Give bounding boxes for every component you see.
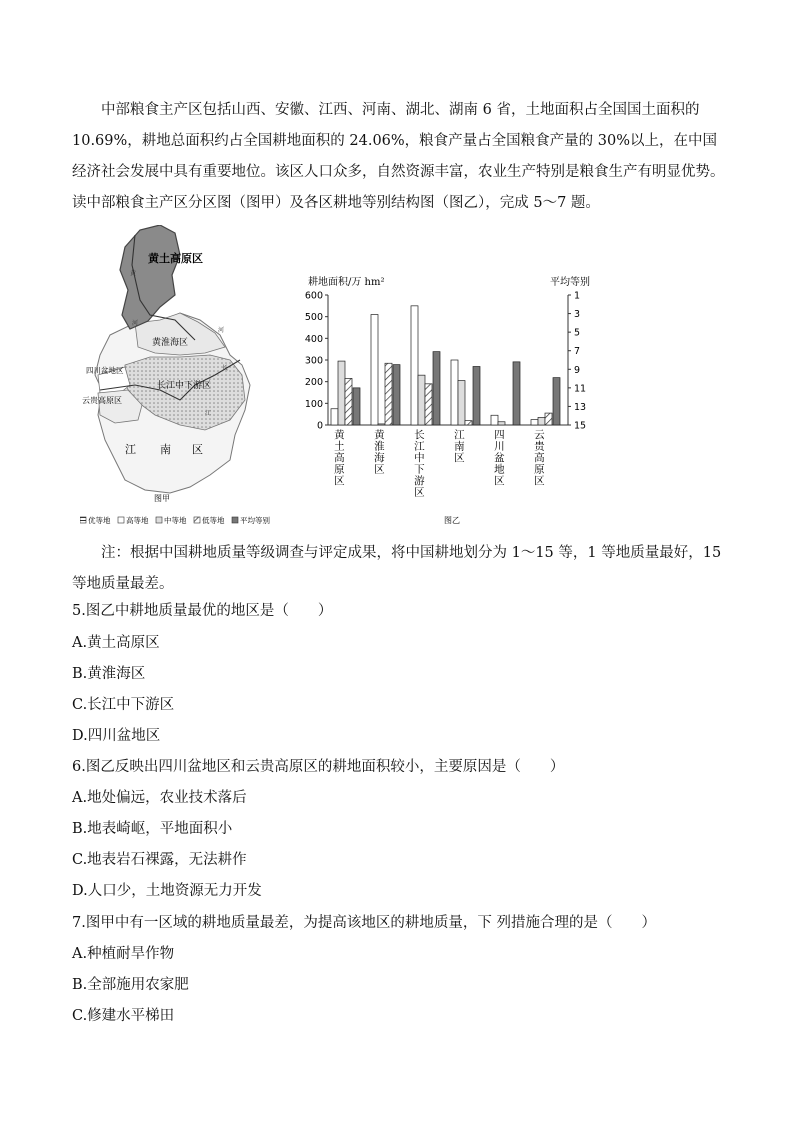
map-river-label-1: 黄 xyxy=(130,270,137,277)
region-loess-shape xyxy=(120,225,180,329)
right-tick-label: 15 xyxy=(574,420,587,432)
category-label-char: 黄 xyxy=(374,429,385,441)
bar-avg-grade xyxy=(353,388,360,425)
left-tick-label: 400 xyxy=(304,333,323,345)
bar-avg-grade xyxy=(473,367,480,426)
right-tick-label: 7 xyxy=(574,346,581,358)
bar-avg-grade xyxy=(513,362,520,425)
right-tick-label: 9 xyxy=(574,364,581,376)
category-label-char: 长 xyxy=(414,429,425,441)
bar-di xyxy=(545,413,552,425)
chart-right-axis-title: 平均等别 xyxy=(550,277,590,288)
question-5-option-b[interactable]: B.黄淮海区 xyxy=(72,666,146,682)
category-label-char: 南 xyxy=(454,440,465,453)
category-label-char: 盆 xyxy=(494,452,505,464)
legend-swatch-di xyxy=(194,517,200,523)
right-tick-label: 5 xyxy=(574,327,581,339)
map-figure xyxy=(80,225,270,525)
category-label-char: 高 xyxy=(334,452,345,464)
bar-gao xyxy=(451,360,458,425)
question-7-option-b[interactable]: B.全部施用农家肥 xyxy=(72,977,189,993)
map-label-changjiang: 长江中下游区 xyxy=(157,381,212,391)
map-river-label-4: 江 xyxy=(205,410,212,417)
left-tick-label: 500 xyxy=(304,312,323,324)
figure-svg xyxy=(80,225,600,530)
category-label-char: 原 xyxy=(534,463,545,476)
category-label-char: 云 xyxy=(534,429,545,441)
left-tick-label: 0 xyxy=(316,420,323,432)
bar-di xyxy=(465,421,472,425)
category-label-char: 原 xyxy=(334,463,345,476)
category-label-char: 区 xyxy=(494,475,505,487)
left-tick-label: 600 xyxy=(304,290,323,302)
category-label-char: 区 xyxy=(374,463,385,476)
legend-label-you: 优等地 xyxy=(88,516,111,525)
right-tick-label: 1 xyxy=(574,290,581,302)
chart-bars xyxy=(331,306,560,425)
category-label-char: 高 xyxy=(534,452,545,464)
right-tick-label: 3 xyxy=(574,309,581,321)
question-7-option-a[interactable]: A.种植耐旱作物 xyxy=(72,946,175,962)
bar-gao xyxy=(411,306,418,425)
bar-di xyxy=(385,363,392,425)
map-label-huanghuaihai: 黄淮海区 xyxy=(152,338,189,348)
question-5-stem: 5.图乙中耕地质量最优的地区是（ ） xyxy=(72,603,333,619)
map-label-loess-1: 黄土高原区 xyxy=(148,252,203,265)
category-label-char: 江 xyxy=(454,429,465,441)
note-paragraph: 注：根据中国耕地质量等级调查与评定成果，将中国耕地划分为 1～15 等，1 等地质量最好，15 等地质量最差。 xyxy=(72,545,722,592)
category-label-char: 川 xyxy=(494,440,505,453)
map-label-jiangnan-2: 南 xyxy=(160,443,171,456)
map-river-label-3: 河 xyxy=(218,327,225,334)
category-label-char: 下 xyxy=(414,463,425,476)
legend-label-avg: 平均等别 xyxy=(240,516,270,525)
map-caption: 图甲 xyxy=(154,494,170,503)
category-label-char: 区 xyxy=(414,486,425,499)
left-tick-label: 300 xyxy=(304,355,323,367)
question-7-stem: 7.图甲中有一区域的耕地质量最差，为提高该地区的耕地质量，下 列措施合理的是（ ） xyxy=(72,915,656,931)
category-label-char: 四 xyxy=(494,429,505,441)
bar-avg-grade xyxy=(393,365,400,425)
chart-category-labels xyxy=(334,428,546,499)
bar-chart xyxy=(305,275,590,525)
bar-di xyxy=(425,384,432,425)
bar-zhong xyxy=(338,361,345,425)
legend-swatch-you xyxy=(80,517,86,523)
question-5-option-c[interactable]: C.长江中下游区 xyxy=(72,697,175,713)
category-label-char: 区 xyxy=(334,475,345,487)
bar-zhong xyxy=(458,381,465,425)
left-tick-label: 200 xyxy=(304,377,323,389)
legend-swatch-gao xyxy=(118,517,124,523)
bar-zhong xyxy=(418,375,425,425)
map-river-label-2: 河 xyxy=(132,320,139,327)
question-6-option-c[interactable]: C.地表岩石裸露，无法耕作 xyxy=(72,852,247,868)
right-tick-label: 11 xyxy=(574,383,587,395)
category-label-char: 游 xyxy=(414,475,425,487)
category-label-char: 中 xyxy=(414,452,425,464)
chart-left-axis-title: 耕地面积/万 hm² xyxy=(308,277,385,288)
category-label-char: 贵 xyxy=(534,440,545,453)
category-label-char: 江 xyxy=(414,440,425,453)
map-river-label-5: 长 xyxy=(222,365,229,372)
map-label-jiangnan-3: 区 xyxy=(192,443,203,456)
intro-paragraph: 中部粮食主产区包括山西、安徽、江西、河南、湖北、湖南 6 省，土地面积占全国国土面积的 10.69%，耕地总面积约占全国耕地面积的 24.06%，粮食产量占全国粮食产量的 30%以上，在中国经济社会发展中具有重要地位。该区人口众多，自然资源丰富，农业生产特别是粮食生产有明显优势。读中部粮食主产区分区图（图甲）及各区耕地等别结构图（图乙），完成 5～7 题。 xyxy=(72,102,725,211)
question-5-option-d[interactable]: D.四川盆地区 xyxy=(72,728,161,744)
category-label-char: 土 xyxy=(334,440,345,453)
bar-zhong xyxy=(378,424,385,425)
chart-caption: 图乙 xyxy=(444,516,460,525)
question-6-option-d[interactable]: D.人口少，土地资源无力开发 xyxy=(72,883,262,899)
question-5-option-a[interactable]: A.黄土高原区 xyxy=(72,635,160,651)
bar-gao xyxy=(331,409,338,425)
map-label-jiangnan-1: 江 xyxy=(125,443,136,456)
bar-avg-grade xyxy=(433,352,440,425)
question-7-option-c[interactable]: C.修建水平梯田 xyxy=(72,1008,175,1024)
category-label-char: 海 xyxy=(374,452,385,464)
bar-di xyxy=(345,378,352,425)
legend-label-zhong: 中等地 xyxy=(164,516,187,525)
category-label-char: 区 xyxy=(534,475,545,487)
map-label-sichuan: 四川盆地区 xyxy=(86,366,124,375)
legend-label-di: 低等地 xyxy=(202,516,225,525)
figure-area xyxy=(80,225,600,530)
bar-gao xyxy=(491,415,498,425)
question-6-stem: 6.图乙反映出四川盆地区和云贵高原区的耕地面积较小，主要原因是（ ） xyxy=(72,759,565,775)
map-legend xyxy=(80,515,270,525)
category-label-char: 黄 xyxy=(334,429,345,441)
left-tick-label: 100 xyxy=(304,398,323,410)
bar-gao xyxy=(531,420,538,425)
category-label-char: 地 xyxy=(494,463,505,476)
legend-label-gao: 高等地 xyxy=(126,516,149,525)
bar-gao xyxy=(371,315,378,426)
bar-avg-grade xyxy=(553,378,560,425)
right-tick-label: 13 xyxy=(574,401,587,413)
legend-swatch-avg xyxy=(232,517,238,523)
category-label-char: 淮 xyxy=(374,440,385,453)
map-label-yungui: 云贵高原区 xyxy=(82,396,122,405)
category-label-char: 区 xyxy=(454,452,465,464)
question-6-option-a[interactable]: A.地处偏远，农业技术落后 xyxy=(72,790,247,806)
legend-swatch-zhong xyxy=(156,517,162,523)
bar-zhong xyxy=(498,422,505,425)
question-6-option-b[interactable]: B.地表崎岖，平地面积小 xyxy=(72,821,233,837)
bar-zhong xyxy=(538,417,545,425)
